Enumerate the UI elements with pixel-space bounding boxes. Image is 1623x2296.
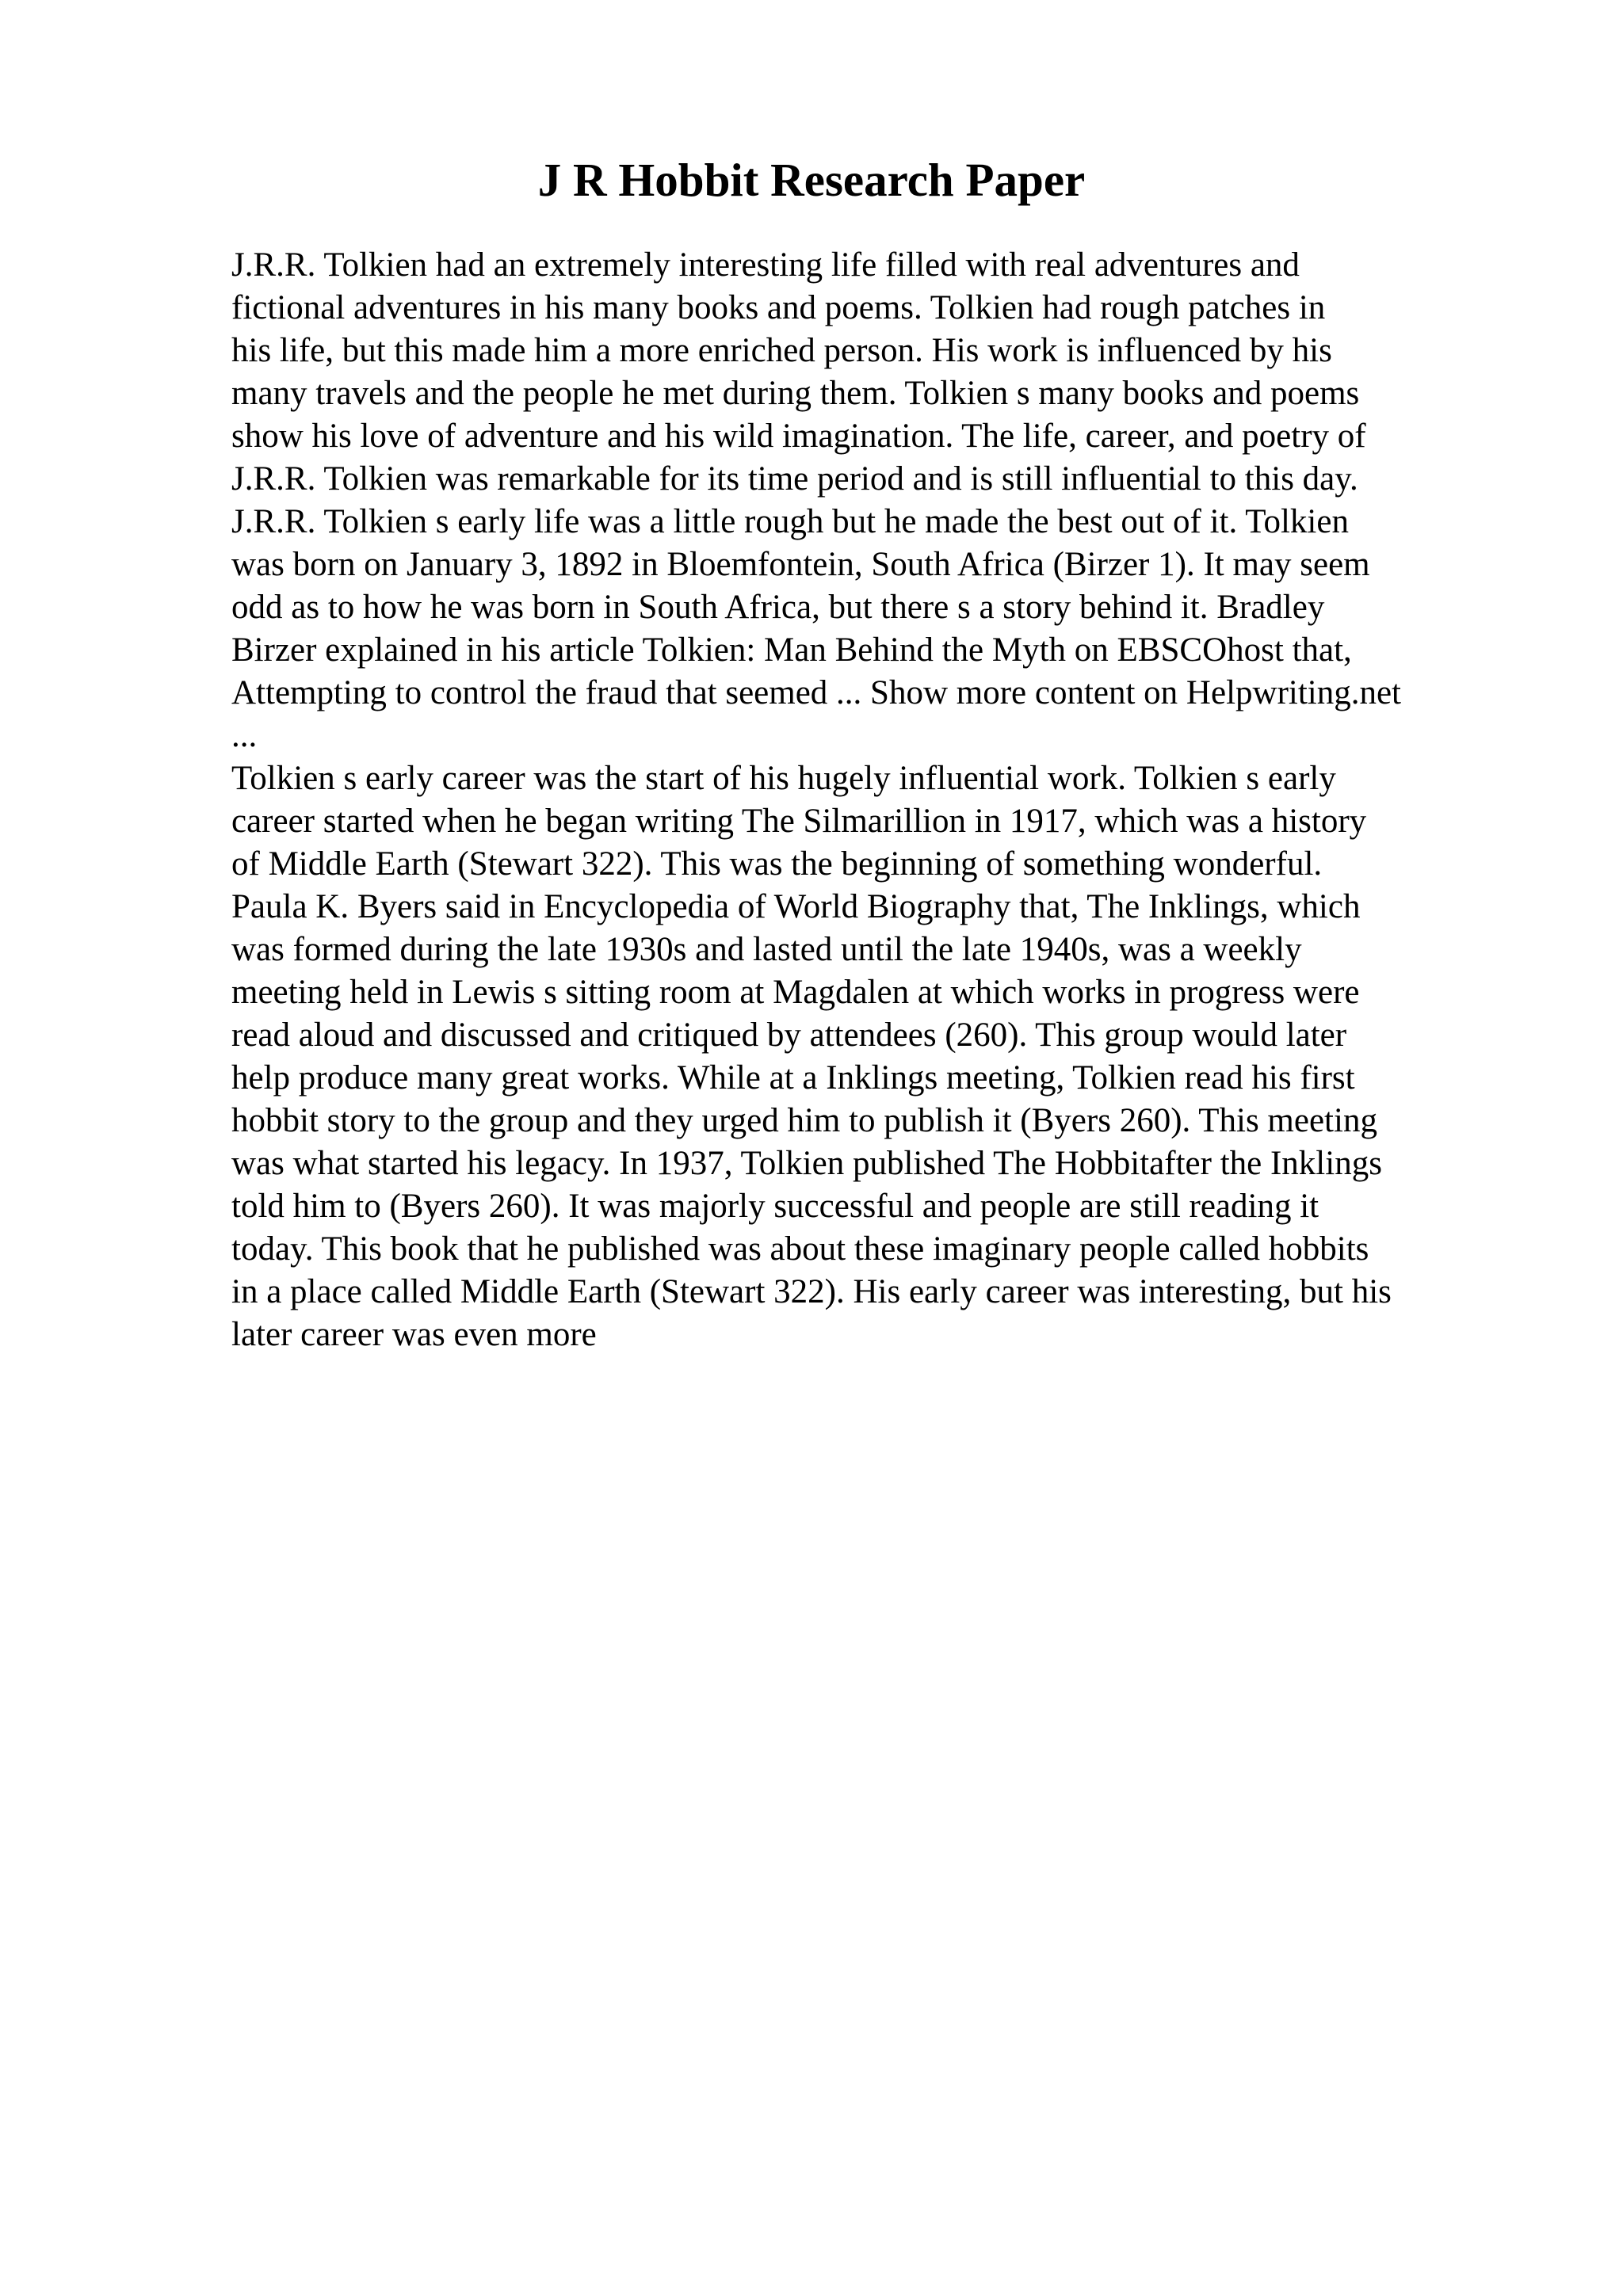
body-line: meeting held in Lewis s sitting room at Magdalen at which works in progress were xyxy=(231,974,1360,1011)
body-line: many travels and the people he met during them. Tolkien s many books and poems xyxy=(231,375,1360,412)
body-line: of Middle Earth (Stewart 322). This was the beginning of something wonderful. xyxy=(231,845,1323,883)
body-line: Attempting to control the fraud that seemed ... Show more content on Helpwriting.net xyxy=(231,674,1402,711)
body-line: told him to (Byers 260). It was majorly successful and people are still reading it xyxy=(231,1188,1319,1225)
body-line: fictional adventures in his many books and poems. Tolkien had rough patches in xyxy=(231,289,1326,326)
body-line: in a place called Middle Earth (Stewart 322). His early career was interesting, but his xyxy=(231,1273,1392,1310)
body-line: Tolkien s early career was the start of his hugely influential work. Tolkien s early xyxy=(231,760,1336,797)
body-line: help produce many great works. While at a Inklings meeting, Tolkien read his first xyxy=(231,1059,1355,1097)
body-line: was formed during the late 1930s and lasted until the late 1940s, was a weekly xyxy=(231,931,1302,968)
document-body xyxy=(231,244,1515,1356)
body-line: odd as to how he was born in South Africa, but there s a story behind it. Bradley xyxy=(231,589,1325,626)
body-line: career started when he began writing The Silmarillion in 1917, which was a history xyxy=(231,803,1367,840)
body-line: show his love of adventure and his wild imagination. The life, career, and poetry of xyxy=(231,418,1366,455)
body-line: J.R.R. Tolkien s early life was a little rough but he made the best out of it. Tolkien xyxy=(231,503,1349,540)
body-line: ... xyxy=(231,717,258,754)
body-line: today. This book that he published was about these imaginary people called hobbits xyxy=(231,1230,1369,1268)
body-line: his life, but this made him a more enriched person. His work is influenced by his xyxy=(231,332,1332,369)
body-line: Paula K. Byers said in Encyclopedia of World Biography that, The Inklings, which xyxy=(231,888,1361,925)
body-line: hobbit story to the group and they urged him to publish it (Byers 260). This meeting xyxy=(231,1102,1377,1139)
body-line: Birzer explained in his article Tolkien: Man Behind the Myth on EBSCOhost that, xyxy=(231,631,1352,669)
body-line: was born on January 3, 1892 in Bloemfontein, South Africa (Birzer 1). It may seem xyxy=(231,546,1370,583)
body-line: later career was even more xyxy=(231,1316,597,1353)
body-line: was what started his legacy. In 1937, Tolkien published The Hobbitafter the Inklings xyxy=(231,1145,1382,1182)
document-title: J R Hobbit Research Paper xyxy=(537,154,1086,206)
body-line: J.R.R. Tolkien had an extremely interesting life filled with real adventures and xyxy=(231,246,1300,284)
body-line: read aloud and discussed and critiqued by attendees (260). This group would later xyxy=(231,1016,1347,1054)
body-line: J.R.R. Tolkien was remarkable for its time period and is still influential to this day. xyxy=(231,460,1358,498)
